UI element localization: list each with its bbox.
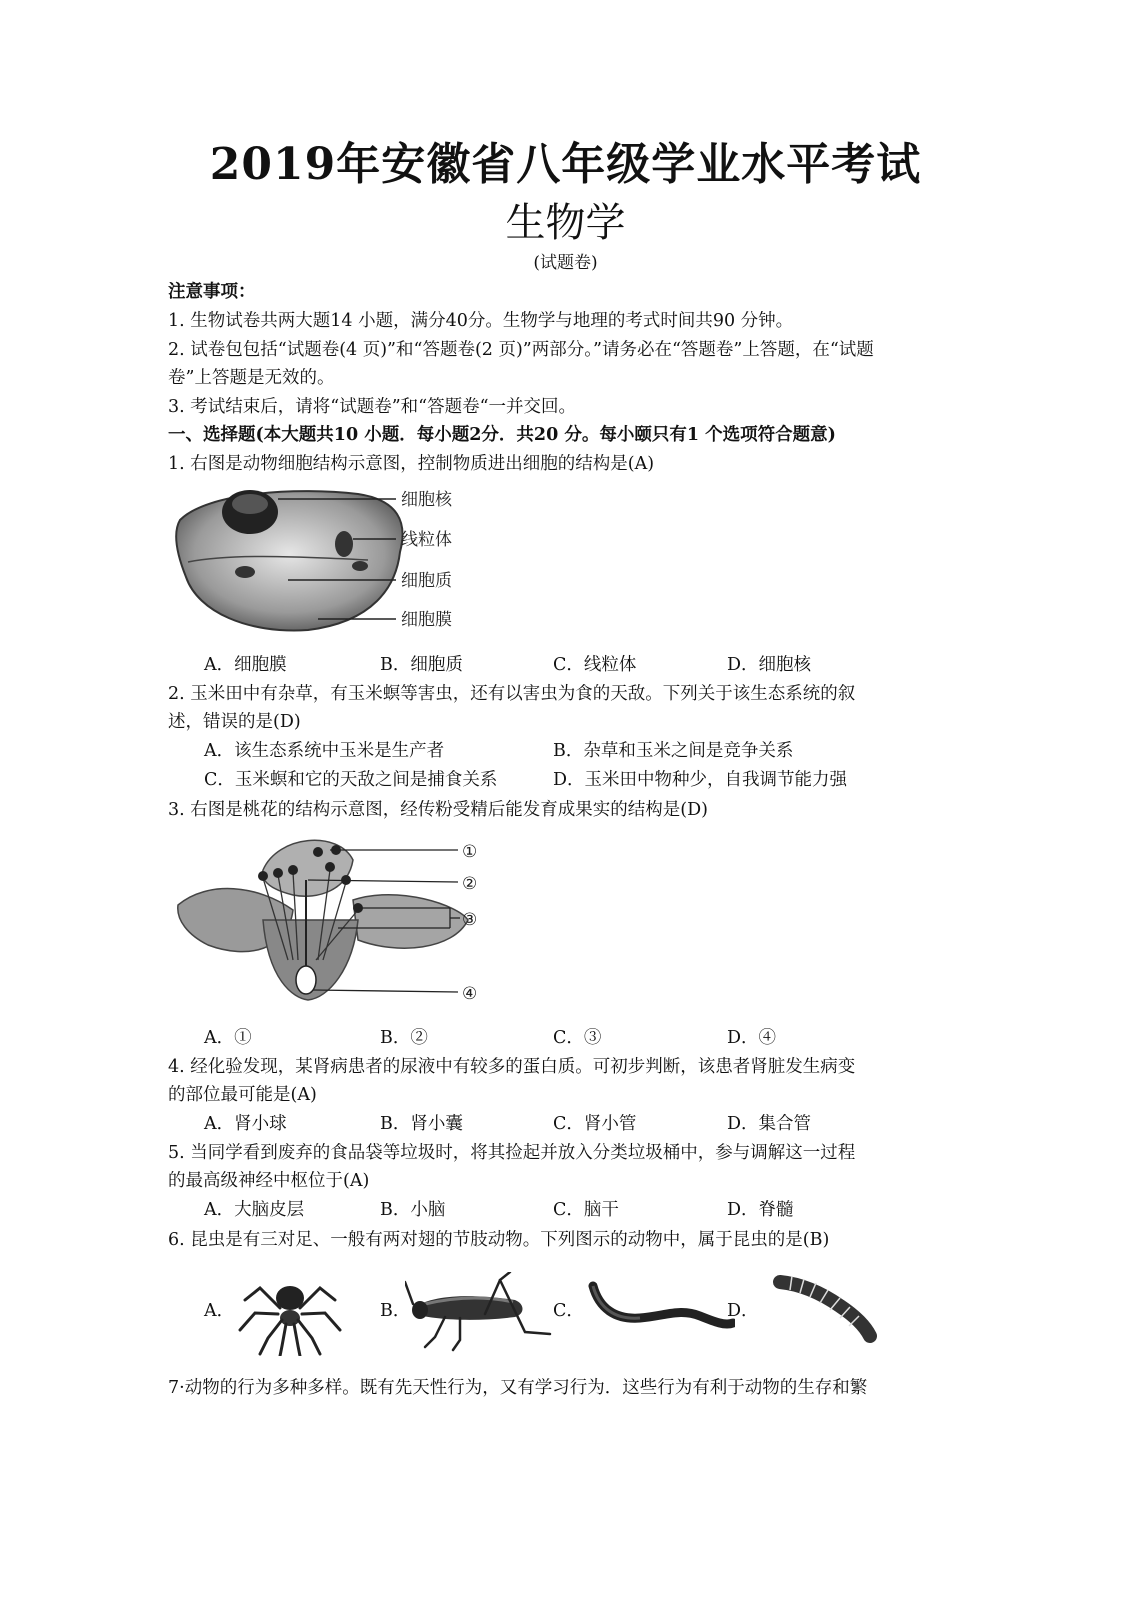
option-a: A．大脑皮层 — [204, 1200, 305, 1220]
ovary-shape — [296, 966, 316, 994]
option-d: D．细胞核 — [727, 655, 812, 675]
label-cell-membrane: 细胞膜 — [401, 610, 452, 630]
option-c: C．玉米螟和它的天敌之间是捕食关系 — [204, 770, 498, 790]
option-b: B．② — [380, 1028, 428, 1048]
centipede-larva-image — [770, 1270, 885, 1345]
cell-membrane-shape — [176, 491, 402, 630]
option-c: C．脑干 — [553, 1200, 619, 1220]
option-b: B．小脑 — [380, 1200, 446, 1220]
grasshopper-image — [405, 1272, 555, 1352]
notes-item: 卷”上答题是无效的。 — [168, 368, 335, 388]
label-cytoplasm: 细胞质 — [401, 571, 452, 591]
section-heading: 一、选择题(本大题共10 小题．每小题2分．共20 分。每小颐只有1 个选项符合题意) — [168, 425, 836, 445]
question-4-stem: 4. 经化验发现，某肾病患者的尿液中有较多的蛋白质。可初步判断，该患者肾脏发生病变 — [168, 1057, 856, 1077]
option-d: D． — [727, 1301, 759, 1321]
option-a: A．肾小球 — [204, 1114, 287, 1134]
option-b: B．细胞质 — [380, 655, 463, 675]
subject-title: 生物学 — [505, 200, 626, 246]
option-b: B．杂草和玉米之间是竞争关系 — [553, 741, 794, 761]
notes-item: 2. 试卷包包括“试题卷(4 页)”和“答题卷(2 页)”两部分。”请务必在“答题卷”上答题，在“试题 — [168, 340, 874, 360]
option-c: C．肾小管 — [553, 1114, 637, 1134]
mitochondrion-shape — [352, 561, 368, 571]
question-5-stem-cont: 的最高级神经中枢位于(A) — [168, 1171, 370, 1191]
question-1-stem: 1. 右图是动物细胞结构示意图，控制物质进出细胞的结构是(A) — [168, 454, 655, 474]
option-c: C． — [553, 1301, 584, 1321]
petal-right — [353, 895, 468, 949]
label-nucleus: 细胞核 — [401, 490, 452, 510]
question-4-stem-cont: 的部位最可能是(A) — [168, 1085, 317, 1105]
option-c: C．线粒体 — [553, 655, 637, 675]
notes-item: 3. 考试结束后，请将“试题卷”和“答题卷“一并交回。 — [168, 397, 577, 417]
option-d: D．玉米田中物种少，自我调节能力强 — [553, 770, 848, 790]
paper-type: (试题卷) — [533, 253, 598, 273]
leader-line — [313, 990, 458, 992]
exam-title: 2019年安徽省八年级学业水平考试 — [209, 139, 922, 190]
option-b: B．肾小囊 — [380, 1114, 463, 1134]
option-a: A．细胞膜 — [204, 655, 287, 675]
question-7-stem: 7·动物的行为多种多样。既有先天性行为，又有学习行为．这些行为有利于动物的生存和繁 — [168, 1378, 868, 1398]
mitochondrion-shape — [335, 531, 353, 557]
option-a: A． — [204, 1301, 235, 1321]
option-a: A．① — [204, 1028, 252, 1048]
option-d: D．脊髓 — [727, 1200, 794, 1220]
option-c: C．③ — [553, 1028, 602, 1048]
option-a: A．该生态系统中玉米是生产者 — [204, 741, 445, 761]
question-5-stem: 5. 当同学看到废弃的食品袋等垃圾时，将其捡起并放入分类垃圾桶中，参与调解这一过程 — [168, 1143, 856, 1163]
animal-cell-diagram — [168, 482, 478, 637]
label-1: ① — [462, 842, 478, 862]
option-d: D．集合管 — [727, 1114, 812, 1134]
label-2: ② — [462, 874, 478, 894]
question-2-stem-cont: 述，错误的是(D) — [168, 712, 301, 732]
notes-heading: 注意事项： — [168, 282, 256, 302]
earthworm-image — [585, 1278, 735, 1338]
option-b: B． — [380, 1301, 411, 1321]
question-6-stem: 6. 昆虫是有三对足、一般有两对翅的节肢动物。下列图示的动物中，属于昆虫的是(B) — [168, 1230, 830, 1250]
spider-image — [230, 1268, 350, 1356]
label-4: ④ — [462, 984, 478, 1004]
label-mitochondrion: 线粒体 — [401, 530, 452, 550]
question-3-stem: 3. 右图是桃花的结构示意图，经传粉受精后能发育成果实的结构是(D) — [168, 800, 708, 820]
option-d: D．④ — [727, 1028, 777, 1048]
nucleolus-shape — [232, 494, 268, 514]
label-3: ③ — [462, 910, 478, 930]
peach-flower-diagram — [168, 830, 498, 1010]
question-2-stem: 2. 玉米田中有杂草，有玉米螟等害虫，还有以害虫为食的天敌。下列关于该生态系统的叙 — [168, 684, 856, 704]
mitochondrion-shape — [235, 566, 255, 578]
notes-item: 1. 生物试卷共两大题14 小题，满分40分。生物学与地理的考式时间共90 分钟。 — [168, 311, 794, 331]
